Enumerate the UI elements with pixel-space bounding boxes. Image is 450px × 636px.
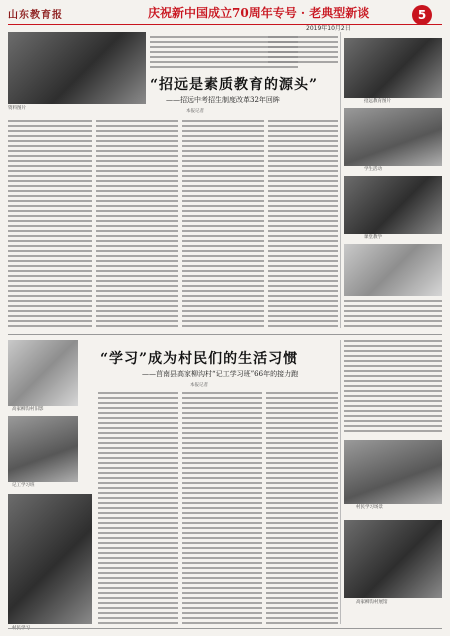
lower-right-photo-2-caption: 高家柳沟村展馆 [356,600,388,605]
masthead: 山东教育报 [8,10,63,21]
top-left-photo-caption: 资料图片 [8,106,26,111]
article2-col3 [266,392,338,624]
right-photo-4 [344,244,442,296]
right-photo-1 [344,38,442,98]
article-divider [8,334,442,335]
lower-left-photo-2 [8,416,78,482]
article1-col4 [268,120,338,328]
lower-left-photo-1-caption: 高家柳沟村旧影 [12,407,44,412]
article2-subtitle: ——莒南县高家柳沟村“记工学习班”66年的接力跑 [142,370,299,378]
right-photo-2 [344,108,442,166]
lower-left-photo-2-caption: 记工学习班 [12,483,35,488]
issue-date: 2019年10月2日 [306,25,351,32]
lower-right-photo-1 [344,440,442,504]
special-issue-title: 庆祝新中国成立70周年专号 · 老典型新谈 [148,6,370,20]
footer-rule [8,628,442,629]
lower-left-photo-1 [8,340,78,406]
right-photo-1-caption: 招远教育图片 [364,99,391,104]
article1-title: “招远是素质教育的源头” [150,77,319,93]
article2-col2 [182,392,262,624]
right-photo-3 [344,176,442,234]
right-photo-3-caption: 课堂教学 [364,235,382,240]
article2-col1 [98,392,178,624]
column-rule-right-top [340,32,341,328]
article1-col3 [182,120,264,328]
header-rule [8,24,442,25]
column-rule-right-bottom [340,340,341,624]
lower-left-photo-3-caption [12,626,96,632]
page-number: 5 [412,5,432,25]
article2-col4 [344,340,442,432]
lower-left-photo-3 [8,494,92,624]
right-photo-4-caption-text [344,300,442,330]
lower-right-photo-1-caption: 村民学习场景 [356,505,383,510]
article1-subtitle: ——招远中考招生制度改革32年回眸 [166,96,280,104]
article1-col1 [8,120,92,328]
lower-right-photo-2 [344,520,442,598]
article1-byline: 本报记者 [186,109,204,114]
article2-title: “学习”成为村民们的生活习惯 [100,351,299,367]
article1-col2 [96,120,178,328]
right-photo-2-caption: 学生活动 [364,167,382,172]
top-right-text [268,36,338,66]
article2-byline: 本报记者 [190,383,208,388]
top-left-photo [8,32,146,104]
